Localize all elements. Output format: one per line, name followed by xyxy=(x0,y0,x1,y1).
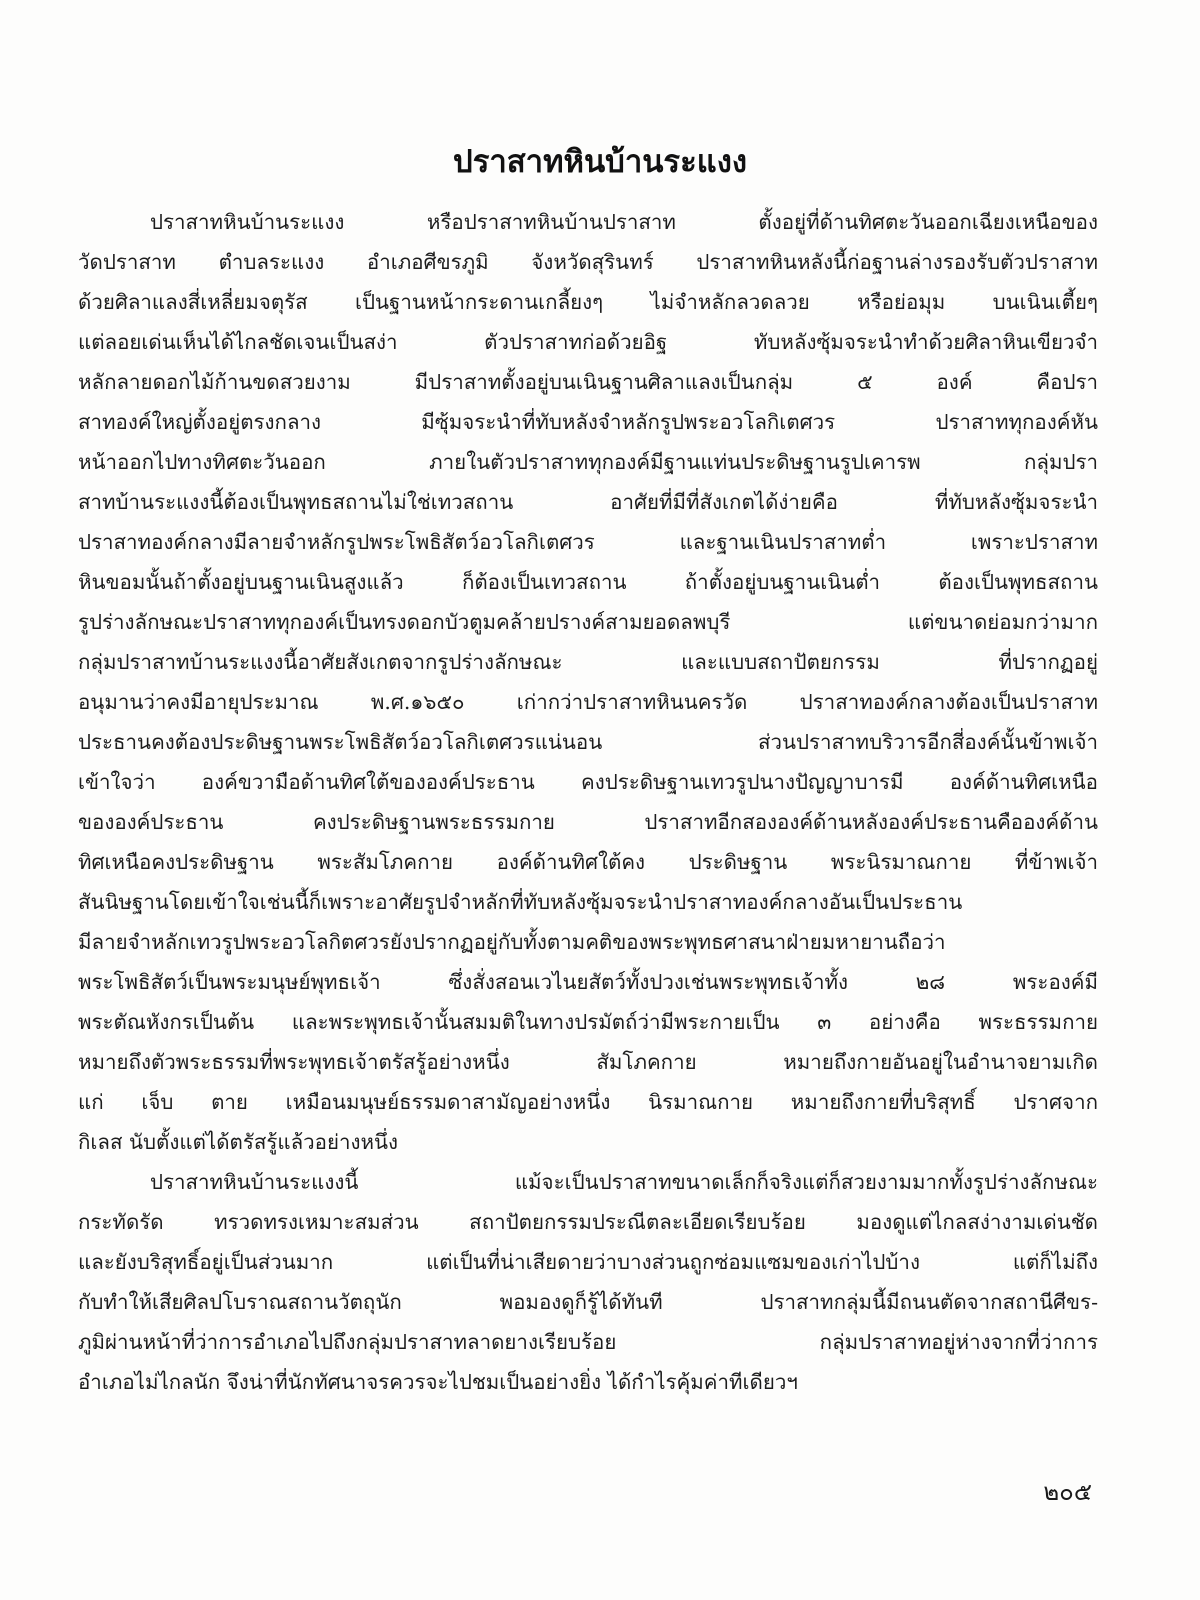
paragraph-1-line: ประธานคงต้องประดิษฐานพระโพธิสัตว์อวโลกิเตศวรแน่นอน ส่วนปราสาทบริวารอีกสี่องค์นั้นข้าพเจ้า xyxy=(78,730,1098,754)
paragraph-1-line: สาทบ้านระแงงนี้ต้องเป็นพุทธสถานไม่ใช่เทวสถาน อาศัยที่มีที่สังเกตได้ง่ายคือ ที่ทับหลังซุ้มจระนำ xyxy=(78,490,1098,514)
paragraph-2-line: ภูมิผ่านหน้าที่ว่าการอำเภอไปถึงกลุ่มปราสาทลาดยางเรียบร้อย กลุ่มปราสาทอยู่ห่างจากที่ว่าการ xyxy=(78,1330,1098,1354)
paragraph-1-line: พระตัณหังกรเป็นต้น และพระพุทธเจ้านั้นสมมติในทางปรมัตถ์ว่ามีพระกายเป็น ๓ อย่างคือ พระธรรมกาย xyxy=(78,1010,1098,1034)
paragraph-1-line: พระโพธิสัตว์เป็นพระมนุษย์พุทธเจ้า ซึ่งสั่งสอนเวไนยสัตว์ทั้งปวงเช่นพระพุทธเจ้าทั้ง ๒๘ พระองค์มี xyxy=(78,970,1098,994)
paragraph-1-line: มีลายจำหลักเทวรูปพระอวโลกิตศวรยังปรากฏอยู่กับทั้งตามคติของพระพุทธศาสนาฝ่ายมหายานถือว่า xyxy=(78,930,946,954)
paragraph-2-line: กับทำให้เสียศิลปโบราณสถานวัตถุนัก พอมองดูก็รู้ได้ทันที ปราสาทกลุ่มนี้มีถนนตัดจากสถานีศีขร- xyxy=(78,1290,1098,1314)
paragraph-1-line: แต่ลอยเด่นเห็นได้ไกลชัดเจนเป็นสง่า ตัวปราสาทก่อด้วยอิฐ ทับหลังซุ้มจระนำทำด้วยศิลาหินเขียวจำ xyxy=(78,330,1098,354)
paragraph-1-line: หน้าออกไปทางทิศตะวันออก ภายในตัวปราสาททุกองค์มีฐานแท่นประดิษฐานรูปเคารพ กลุ่มปรา xyxy=(78,450,1098,474)
page-title: ปราสาทหินบ้านระแงง xyxy=(453,144,747,180)
paragraph-1-line: ขององค์ประธาน คงประดิษฐานพระธรรมกาย ปราสาทอีกสององค์ด้านหลังองค์ประธานคือองค์ด้าน xyxy=(78,810,1098,834)
paragraph-1-line: อนุมานว่าคงมีอายุประมาณ พ.ศ.๑๖๕๐ เก่ากว่าปราสาทหินนครวัด ปราสาทองค์กลางต้องเป็นปราสาท xyxy=(78,690,1098,714)
paragraph-2-line: กระทัดรัด ทรวดทรงเหมาะสมส่วน สถาปัตยกรรมประณีตละเอียดเรียบร้อย มองดูแต่ไกลสง่างามเด่นชัด xyxy=(78,1210,1098,1234)
paragraph-1-line: สาทองค์ใหญ่ตั้งอยู่ตรงกลาง มีซุ้มจระนำที่ทับหลังจำหลักรูปพระอวโลกิเตศวร ปราสาททุกองค์หัน xyxy=(78,410,1098,434)
paragraph-1-line: ปราสาทองค์กลางมีลายจำหลักรูปพระโพธิสัตว์อวโลกิเตศวร และฐานเนินปราสาทต่ำ เพราะปราสาท xyxy=(78,530,1098,554)
paragraph-1-line: สันนิษฐานโดยเข้าใจเช่นนี้ก็เพราะอาศัยรูปจำหลักที่ทับหลังซุ้มจระนำปราสาทองค์กลางอันเป็นประธาน xyxy=(78,890,963,914)
body-text xyxy=(78,202,1098,1402)
paragraph-2-line: ปราสาทหินบ้านระแงงนี้ แม้จะเป็นปราสาทขนาดเล็กก็จริงแต่ก็สวยงามมากทั้งรูปร่างลักษณะ xyxy=(150,1170,1098,1194)
paragraph-1-line: หมายถึงตัวพระธรรมที่พระพุทธเจ้าตรัสรู้อย่างหนึ่ง สัมโภคกาย หมายถึงกายอันอยู่ในอำนาจยามเกิด xyxy=(78,1050,1098,1074)
paragraph-1-line: รูปร่างลักษณะปราสาททุกองค์เป็นทรงดอกบัวตูมคล้ายปรางค์สามยอดลพบุรี แต่ขนาดย่อมกว่ามาก xyxy=(78,610,1098,634)
paragraph-1-line: แก่ เจ็บ ตาย เหมือนมนุษย์ธรรมดาสามัญอย่างหนึ่ง นิรมาณกาย หมายถึงกายที่บริสุทธิ์ ปราศจาก xyxy=(78,1090,1098,1114)
paragraph-2-line: และยังบริสุทธิ์อยู่เป็นส่วนมาก แต่เป็นที่น่าเสียดายว่าบางส่วนถูกซ่อมแซมของเก่าไปบ้าง แต่ก็ไม่ถึง xyxy=(78,1250,1098,1274)
paragraph-1-line: หลักลายดอกไม้ก้านขดสวยงาม มีปราสาทตั้งอยู่บนเนินฐานศิลาแลงเป็นกลุ่ม ๕ องค์ คือปรา xyxy=(78,370,1098,394)
paragraph-1-line: กิเลส นับตั้งแต่ได้ตรัสรู้แล้วอย่างหนึ่ง xyxy=(78,1130,399,1154)
paragraph-1-line: วัดปราสาท ตำบลระแงง อำเภอศีขรภูมิ จังหวัดสุรินทร์ ปราสาทหินหลังนี้ก่อฐานล่างรองรับตัวปราสาท xyxy=(78,250,1098,274)
paragraph-1-line: ด้วยศิลาแลงสี่เหลี่ยมจตุรัส เป็นฐานหน้ากระดานเกลี้ยงๆ ไม่จำหลักลวดลวย หรือย่อมุม บนเนินเตี้ยๆ xyxy=(78,290,1098,314)
paragraph-2-line: อำเภอไม่ไกลนัก จึงน่าที่นักทัศนาจรควรจะไปชมเป็นอย่างยิ่ง ได้กำไรคุ้มค่าทีเดียวฯ xyxy=(78,1370,798,1394)
paragraph-1-line: ทิศเหนือคงประดิษฐาน พระสัมโภคกาย องค์ด้านทิศใต้คง ประดิษฐาน พระนิรมาณกาย ที่ข้าพเจ้า xyxy=(78,850,1098,874)
paragraph-1-line: ปราสาทหินบ้านระแงง หรือปราสาทหินบ้านปราสาท ตั้งอยู่ที่ด้านทิศตะวันออกเฉียงเหนือของ xyxy=(150,210,1098,234)
paragraph-1-line: หินขอมนั้นถ้าตั้งอยู่บนฐานเนินสูงแล้ว ก็ต้องเป็นเทวสถาน ถ้าตั้งอยู่บนฐานเนินต่ำ ต้องเป็นพุทธสถาน xyxy=(78,570,1098,594)
paragraph-1-line: กลุ่มปราสาทบ้านระแงงนี้อาศัยสังเกตจากรูปร่างลักษณะ และแบบสถาปัตยกรรม ที่ปรากฏอยู่ xyxy=(78,650,1098,674)
page-number: ๒๐๕ xyxy=(1043,1478,1092,1506)
paragraph-1-line: เข้าใจว่า องค์ขวามือด้านทิศใต้ขององค์ประธาน คงประดิษฐานเทวรูปนางปัญญาบารมี องค์ด้านทิศเหนือ xyxy=(78,770,1098,794)
